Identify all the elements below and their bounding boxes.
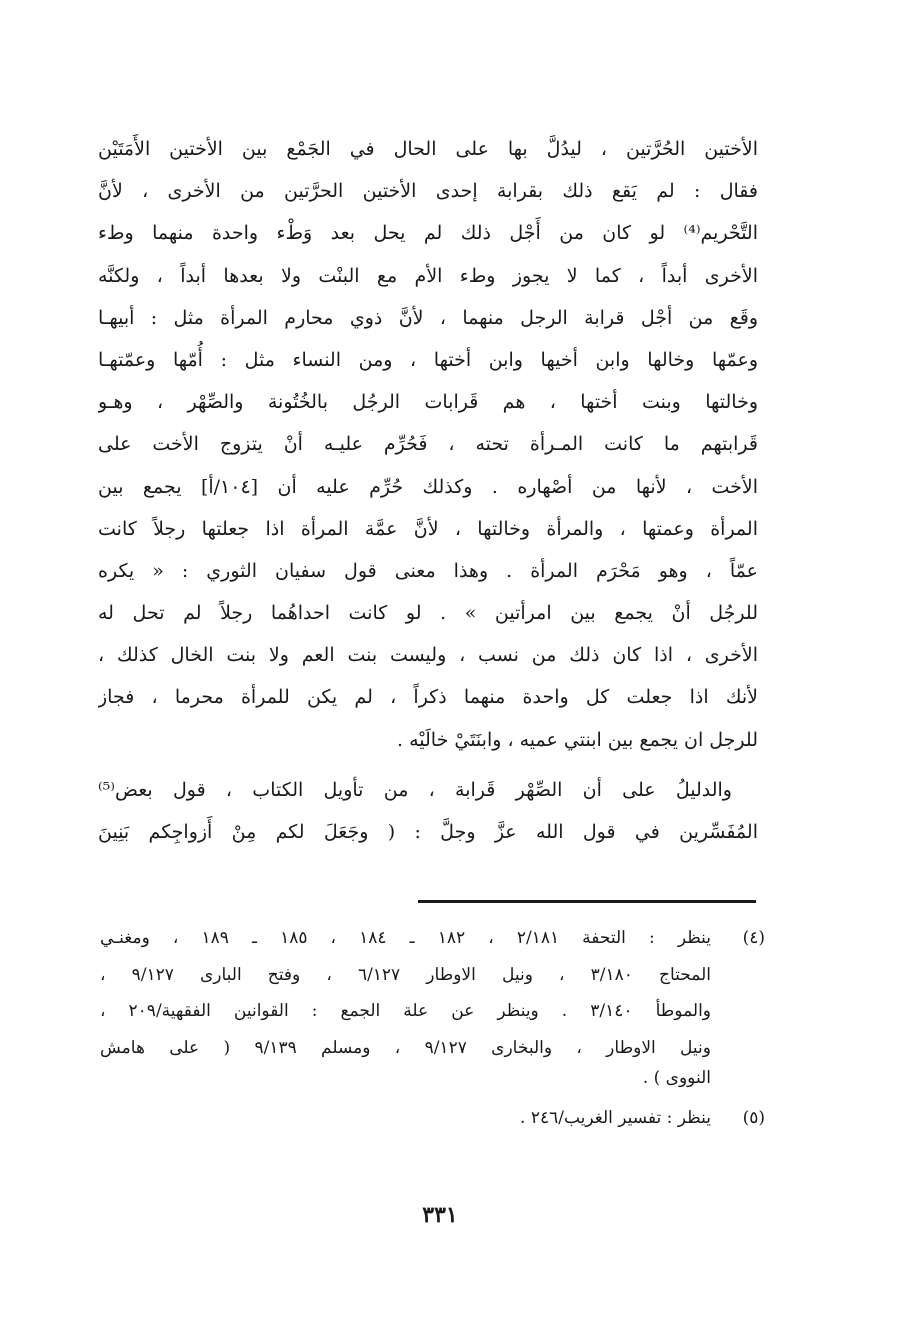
text-line: التَّحْريم⁽⁴⁾ لو كان من أَجْل ذلك لم يحل بعد وَطْء واحدة منهما وطء — [98, 222, 758, 245]
footnotes-block — [100, 920, 765, 1137]
text-line: للرجل ان يجمع بين ابنتي عميه ، وابنَتَيْ خالَيْه . — [397, 728, 758, 751]
text-line: المرأة وعمتها ، والمرأة وخالتها ، لأنَّ عمَّة المرأة اذا جعلتها رجلاً كانت — [98, 517, 758, 540]
text-line: لأنك اذا جعلت كل واحدة منهما ذكراً ، لم يكن للمرأة محرما ، فجاز — [98, 686, 758, 709]
text-line: الأخت ، لأنها من أصْهاره . وكذلك حُرِّم عليه أن [١٠٤/أ] يجمع بين — [98, 475, 758, 498]
footnote-line: النووى ) . — [642, 1068, 711, 1088]
footnote-5 — [100, 1100, 765, 1137]
text-line: الأختين الحُرَّتين ، ليدُلَّ بها على الحال في الجَمْع بين الأختين الأَمَتَيْن — [98, 138, 758, 160]
footnote-number: (٤) — [742, 928, 765, 948]
footnote-separator — [418, 900, 756, 903]
footnote-number: (٥) — [742, 1108, 765, 1128]
page-number: ٣٣١ — [422, 1202, 458, 1228]
footnote-line: المحتاج ٣/١٨٠ ، ونيل الاوطار ٦/١٢٧ ، وفتح البارى ٩/١٢٧ ، — [100, 964, 711, 985]
footnote-line: والموطأ ٣/١٤٠ . وينظر عن علة الجمع : القوانين الفقهية/٢٠٩ ، — [100, 1001, 711, 1021]
text-line: والدليلُ على أن الصِّهْر قَرابة ، من تأويل الكتاب ، قول بعض⁽⁵⁾ — [98, 778, 732, 801]
footnote-line: ينظر : تفسير الغريب/٢٤٦ . — [520, 1108, 711, 1128]
text-line: وقَع من أجْل قرابة الرجل منهما ، لأنَّ ذوي محارم المرأة مثل : أبيهـا — [98, 306, 758, 329]
text-line: وخالتها وبنت أختها ، هم قَرابات الرجُل بالخُتُونة والصِّهْر ، وهـو — [98, 391, 758, 414]
text-line: قَرابتهم ما كانت المـرأة تحته ، فَحُرِّم عليـه أنْ يتزوج الأخت على — [98, 433, 758, 456]
footnote-line: ينظر : التحفة ٢/١٨١ ، ١٨٢ ـ ١٨٤ ، ١٨٥ ـ ١٨٩ ، ومغنـي — [100, 928, 711, 948]
footnote-body — [100, 920, 711, 1092]
footnote-line: ونيل الاوطار ، والبخارى ٩/١٢٧ ، ومسلم ٩/١٣٩ ( على هامش — [100, 1037, 711, 1058]
footnote-body — [100, 1100, 711, 1137]
text-line: وعمّها وخالها وابن أخيها وابن أختها ، ومن النساء مثل : أُمّها وعمّتهـا — [98, 348, 758, 371]
text-line: المُفَسِّرين في قول الله عزَّ وجلَّ : ( وجَعَلَ لكم مِنْ أَزواجِكم بَنِينَ — [98, 821, 758, 843]
text-line: الأخرى ، اذا كان ذلك من نسب ، وليست بنت العم ولا بنت الخال كذلك ، — [98, 644, 758, 667]
footnote-4 — [100, 920, 765, 1092]
text-line: للرجُل أنْ يجمع بين امرأتين » . لو كانت احداهُما رجلاً لم تحل له — [98, 602, 758, 625]
text-line: عمّاً ، وهو مَحْرَم المرأة . وهذا معنى قول سفيان الثوري : « يكره — [98, 559, 758, 582]
text-line: فقال : لم يَقع ذلك بقرابة إحدى الأختين الحرَّتين من الأخرى ، لأنَّ — [98, 180, 758, 203]
main-text-block — [98, 128, 758, 853]
text-line: الأخرى أبداً ، كما لا يجوز وطء الأم مع البنْت ولا بعدها أبداً ، ولكنَّه — [98, 264, 758, 287]
